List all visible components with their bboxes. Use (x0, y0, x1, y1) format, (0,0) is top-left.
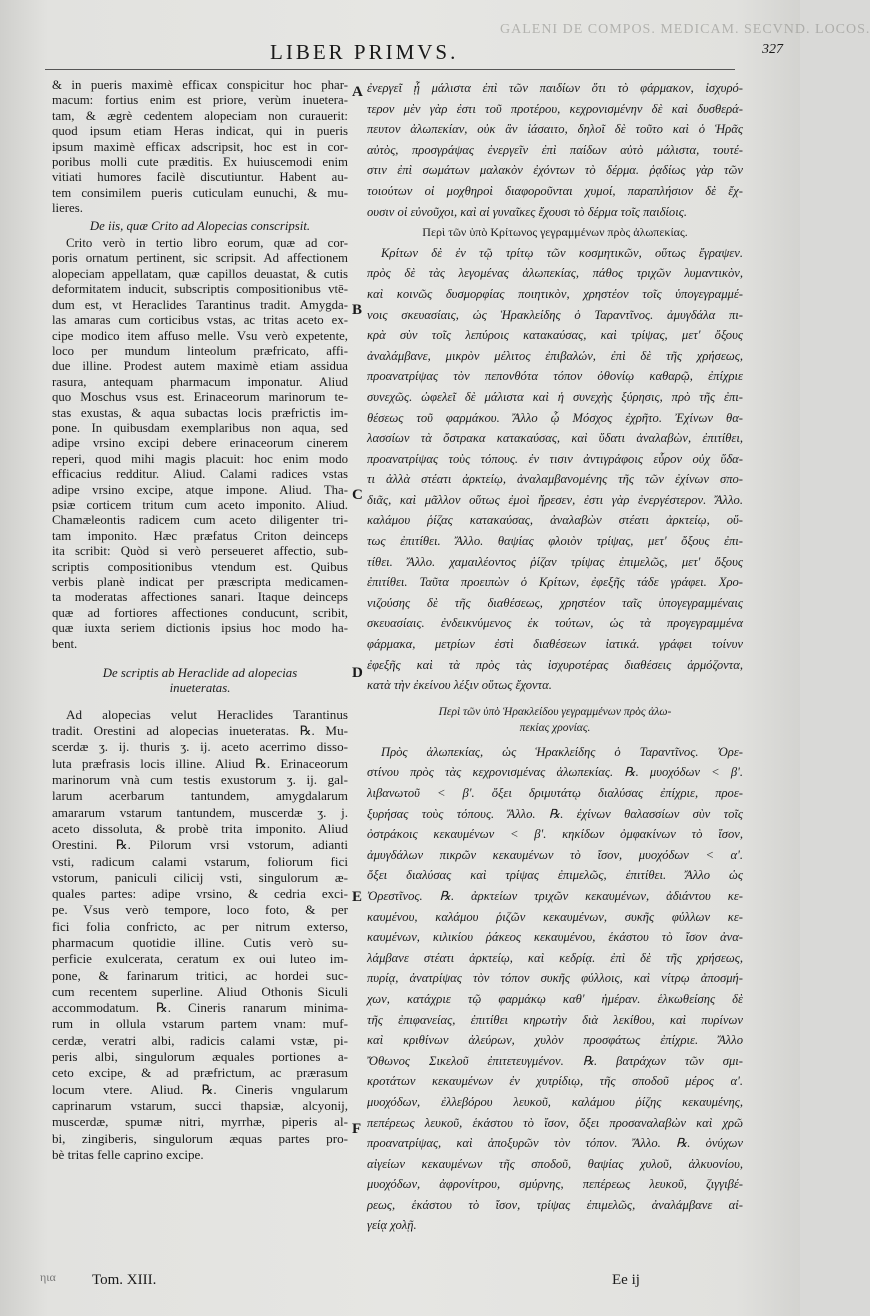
latin-line: psiæ corticem tritum cum aceto imponito. Aliud. (52, 497, 348, 512)
latin-line: quæ iuxta seriem dictionis ipsius hoc modo ha- (52, 621, 348, 636)
greek-line: συνεχῶς. ὠφελεῖ δὲ μάλιστα καὶ ἡ συνεχὴς ξύρησις, πρὸ τῆς ἐπι- (367, 389, 743, 404)
greek-line: Ὄθωνος Σικελοῦ ἐπιτετευγμένον. ℞. βατράχων τῶν σμι- (367, 1053, 743, 1068)
latin-line: perficie exulcerata, ceratum ex oui luteo im- (52, 951, 348, 967)
greek-line: λιβανωτοῦ < β'. ὄξει δριμυτάτῳ διαλύσας ἐπίχριε, προε- (367, 786, 743, 800)
greek-line: κρὰ σὺν τοῖς λεπύροις κατακαύσας, καὶ τρίψας, μετ' ὄξους (367, 328, 743, 343)
signature-mark: Ee ij (612, 1272, 640, 1288)
greek-line: ὀστράκοις κεκαυμένων < β'. κηκίδων ὀμφακίνων τὸ ἴσον, (367, 827, 743, 842)
latin-line: Ad alopecias velut Heraclides Tarantinus (66, 706, 348, 722)
latin-line: & in pueris maximè efficax conspicitur hoc phar- (52, 78, 348, 92)
latin-line: rum in ollula vstarum partem vnam: muf- (52, 1016, 348, 1032)
latin-line: alopeciam appellatam, quæ capillos deuastat, & cutis (52, 266, 348, 281)
latin-line: bent. (52, 636, 78, 651)
latin-line: quæ ad fortiores affectiones conducunt, scribit, (52, 605, 348, 620)
greek-line: κροτάτων κεκαυμένων ἐν χυτρίδιῳ, τῆς σποδοῦ μέρος α'. (367, 1074, 743, 1089)
greek-line: καὶ κριθίνων ἀλεύρων, χυλὸν προσφάτως ἐπίχριε. Ἄλλο (367, 1033, 743, 1048)
greek-heading-line: πεκίας χρονίας. (519, 721, 591, 734)
latin-line: dum est, vt Heraclides Tarantinus tradit. Amygda- (52, 297, 348, 312)
latin-line: larum acerbarum tantundem, amygdalarum (52, 788, 348, 804)
latin-line: vstorum, paniculi cilicij vsti, singulorum æ- (52, 869, 348, 885)
greek-line: λασσίων τὰ ὄστρακα κατακαύσας, καὶ ὕδατι ἀναλαβὼν, ἐπιτίθει, (367, 431, 743, 446)
latin-line: verbis planè indicat per præscripta medicamen- (52, 575, 348, 589)
greek-line: ὄξει διαλύσας καὶ τρίψας ἐπιμελῶς, ἐπιτίθει. Ἄλλο ὡς (367, 868, 743, 883)
greek-line: προανατρίψας τοὺς τόπους. ἐν τισιν ἀντιγράφοις εὗρον οὐχ ὕδα- (367, 451, 743, 466)
greek-line: τῆς ἐπιφανείας, ἐπιτίθει κηρωτὴν διὰ λεκίθου, καὶ πυρίνων (367, 1012, 743, 1027)
latin-line: ceto excipe, & ad præfrictum, ac prærasum (52, 1065, 348, 1081)
greek-line: ἐνεργεῖ ᾗ μάλιστα ἐπὶ τῶν παιδίων ὅτι τὸ φάρμακον, ἰσχυρό- (367, 81, 743, 95)
latin-line: fici folia confricto, ac per nitrum exterso, (52, 918, 348, 934)
greek-line: σκευασίαις. ἐνδεικνύμενος ἐκ τούτων, ὡς τὰ προγεγραμμένα (367, 616, 743, 631)
latin-line: Chamæleontis radicem cum aceto diligenter tri- (52, 513, 348, 528)
latin-line: rasura, antequam pharmacum imponatur. Aliud (52, 374, 348, 389)
latin-line: poris ornatum pertinent, sic scripsit. Ad affectionem (52, 251, 348, 266)
latin-line: due illine. Prodest autem maximè etiam assidua (52, 359, 348, 374)
latin-line: bi, zingiberis, singulorum æquas partes pro- (52, 1130, 348, 1146)
greek-line: τοιούτων οἱ μοχθηροὶ διαφοροῦνται χυμοί, παραπλήσιον δὲ ἔχ- (367, 183, 743, 198)
latin-heading-line: De scriptis ab Heraclide ad alopecias (102, 666, 298, 681)
latin-line: vitiati humores facilè discutiuntur. Habent au- (52, 170, 348, 185)
latin-line: deformitatem inducit, subscriptis compositionibus vtē- (52, 282, 348, 297)
latin-column (52, 78, 348, 1163)
greek-line: καὶ κοινῶς δυσμορφίας ποιητικὸν, χρηστέον τοῖς ὑπογεγραμμέ- (367, 286, 743, 301)
greek-line: αἰγείων κεκαυμένων τῆς σποδοῦ, θαψίας χυλοῦ, ἀλκυονίου, (367, 1156, 743, 1171)
latin-line: lieres. (52, 201, 83, 216)
greek-line: καυμένου, καλάμου ῥιζῶν κεκαυμένων, συκῆς φύλλων κε- (367, 909, 743, 924)
latin-paragraph-2 (52, 236, 348, 652)
greek-line: ἀναλάμβανε, μικρὸν μέλιτος ἐπιβαλών, ἐπὶ δὲ τῆς χρήσεως, (367, 348, 743, 363)
latin-line: quales partes: adipe vrsino, & cedria exci- (52, 886, 348, 902)
margin-letter-d: D (352, 665, 363, 681)
latin-line: pone. In quibusdam exemplaribus non aqua, sed (52, 420, 348, 435)
latin-line: bè tritas felle caprino excipe. (52, 1146, 204, 1162)
latin-line: adipe vrsino excipe, atque impone. Aliud. Tha- (52, 482, 348, 497)
latin-line: pone, & farinarum tritici, ac hordei suc- (52, 967, 348, 983)
section-gap (52, 652, 348, 666)
greek-line: πρὸς δὲ τὰς λεγομένας ἀλωπεκίας, πάθος τριχῶν λυμαντικὸν, (367, 266, 743, 281)
greek-line: ἀμυγδάλων πικρῶν κεκαυμένων τὸ ἴσον, μυοχόδων < α'. (367, 847, 743, 862)
latin-line: caprinarum vstarum, succi thapsiæ, alcyonij, (52, 1097, 348, 1113)
greek-line: θέσεως τοῦ φαρμάκου. Ἄλλο ᾧ Μόσχος ἐχρῆτο. Ἐχίνων θα- (367, 410, 743, 425)
greek-line: χων, κατάχριε τῷ φαρμάκῳ καθ' ἡμέραν. ἑλκωθείσης δὲ (367, 991, 743, 1006)
greek-block-1 (367, 78, 743, 222)
greek-line: λάμβανε στέατι ἀρκτείῳ, καὶ κεδρίᾳ. ἐπὶ δὲ τῆς χρήσεως, (367, 950, 743, 965)
latin-line: Crito verò in tertio libro eorum, quæ ad cor- (66, 236, 348, 251)
margin-letter-e: E (352, 889, 363, 905)
header-rule (45, 69, 735, 70)
greek-line: πυρίᾳ, ἀνατρίψας τὸν τόπον συκῆς φύλλοις, καὶ νίτρῳ ἀποσμή- (367, 971, 743, 986)
latin-line: luta præfrasis locis illine. Aliud ℞. Erinaceorum (52, 755, 348, 771)
latin-line: scriptis compositionibus vtendum est. Quibus (52, 559, 348, 574)
greek-line: Κρίτων δὲ ἐν τῷ τρίτῳ τῶν κοσμητικῶν, οὕτως ἔγραψεν. (381, 245, 743, 260)
margin-letter-f: F (352, 1121, 362, 1137)
greek-line: καυμένων, κιλικίου ῥάκεος κεκαυμένου, ἑκάστου τὸ ἴσον ἀνα- (367, 930, 743, 945)
greek-line: γείᾳ χολῇ. (367, 1218, 417, 1233)
greek-heading-herakleides (367, 704, 743, 736)
greek-heading-line: Περὶ τῶν ὑπὸ Ἡρακλείδου γεγραμμένων πρὸς ἀλω- (438, 705, 672, 718)
greek-line: Ὀρεστῖνος. ℞. ἀρκτείων τριχῶν κεκαυμένων, ἀδιάντου κε- (367, 888, 743, 903)
latin-heading-heraclides (52, 666, 348, 697)
section-gap (367, 696, 743, 704)
latin-paragraph-3 (52, 707, 348, 1163)
greek-line: ρεως, ἑκάστου τὸ ἴσον, τρίψας ἐπιμελῶς, ἀναλάμβανε αἰ- (367, 1197, 743, 1212)
latin-line: pe. Vsus verò tempore, loco foto, & per (52, 902, 348, 918)
latin-line: ipsum maximè efficax adscripsit, hoc est in cor- (52, 139, 348, 154)
latin-line: quod ipsum etiam Heras indicat, qui in pueris (52, 124, 348, 139)
greek-line: τερον μὲν γὰρ ἐστι τοῦ προτέρου, κεχρονισμένην δὲ καὶ δυσθερά- (367, 101, 743, 116)
greek-line: ἐφεξῆς καὶ τὰ πρὸς τὰς ἰσχυροτέρας διαθέσεις ἁρμόζοντα, (367, 657, 743, 672)
latin-heading-line: inueteratas. (169, 681, 231, 696)
latin-line: locum vtere. Aliud. ℞. Cineris vngularum (52, 1081, 348, 1097)
greek-line: ξυρήσας τοὺς τόπους. Ἄλλο. ℞. ἐχίνων θαλασσίων σὺν τοῖς (367, 806, 743, 821)
greek-column (367, 78, 743, 1236)
latin-line: ta moderatas affectiones sanari. Itaque deinceps (52, 590, 348, 605)
margin-letter-b: B (352, 302, 363, 318)
greek-line: καλάμου ῥίζας κατακαύσας, ἀναλαβὼν στέατι ἀρκτείῳ, οὕ- (367, 513, 743, 528)
latin-line: cum recentem superline. Aliud Othonis Siculi (52, 983, 348, 999)
volume-number: Tom. XIII. (92, 1272, 157, 1288)
page-number: 327 (762, 42, 783, 57)
show-through-text: GALENI DE COMPOS. MEDICAM. SECVND. LOCOS. (500, 22, 870, 37)
latin-line: tem consimilem pueris cuticulam eunuchi, & mu- (52, 185, 348, 200)
latin-line: pharmacum quotidie illine. Cutis verò su- (52, 935, 348, 950)
greek-line: τίθει. Ἄλλο. χαμαιλέοντος ῥίζαν τρίψας ἐπιμελῶς, μετ' ὄξους (367, 554, 743, 569)
latin-line: cipe modico item affuso melle. Vsu verò expetente, (52, 328, 348, 343)
latin-line: accommodatum. ℞. Cineris ranarum minima- (52, 1000, 348, 1016)
margin-letter-a: A (352, 84, 363, 100)
greek-line: μυοχόδων, ἐλλεβόρου λευκοῦ, καλάμου ῥίζης κεκαυμένης, (367, 1094, 743, 1109)
greek-line: διᾶς, καὶ μᾶλλον οὕτως ἐμοὶ ἤρεσεν, ἐστι γὰρ ἐνεργέστερον. Ἄλλο. (367, 492, 743, 507)
greek-line: φάρμακα, μετρίων ἐστὶ διαθέσεων ἰατικά. γράφει τοίνυν (367, 637, 743, 652)
latin-line: stas exustas, & aqua subactas locis præfrictis im- (52, 405, 348, 420)
greek-block-3 (367, 742, 743, 1236)
greek-line: στίνου πρὸς τὰς κεχρονισμένας ἀλωπεκίας. ℞. μυοχόδων < β'. (367, 765, 743, 780)
greek-line: νιζούσης δὲ τῆς διαθέσεως, χρηστέον ταῖς ὑπογεγραμμέναις (367, 595, 743, 610)
greek-line: στιν ἐπὶ σωμάτων μαλακὸν ἐχόντων τὸ δέρμα. ῥᾳδίως γὰρ τῶν (367, 163, 743, 178)
latin-line: ita scribit: Quòd si verò perseueret affectio, sub- (52, 544, 348, 559)
greek-line: προανατρίψας τὸν πεπονθότα τόπον ὀθονίῳ καθαρῷ, ἐπίχριε (367, 369, 743, 384)
latin-line: marinorum vnà cum testis exustorum ʒ. ij. gal- (52, 772, 348, 788)
greek-line: κατὰ τὴν ἐκείνου λέξιν οὕτως ἔχοντα. (367, 678, 552, 693)
latin-line: cerdæ, veratri albi, radicis calami vstæ, pi- (52, 1032, 348, 1048)
latin-paragraph-1 (52, 78, 348, 217)
greek-line: τως ἐπιτίθει. Ἄλλο. θαψίας φλοιὸν τρίψας, μετ' ὄξους ἐπι- (367, 534, 743, 549)
greek-line: ουσιν οἱ εὐνοῦχοι, καὶ αἱ γυναῖκες ἔχουσι τὸ δέρμα τοῖς παιδίοις. (367, 204, 687, 219)
latin-line: muscerdæ, spumæ nitri, myrrhæ, piperis al- (52, 1114, 348, 1130)
latin-heading-crito: De iis, quæ Crito ad Alopecias conscripsit. (89, 218, 311, 233)
latin-line: loco per mundum linteolum præfricato, affi- (52, 343, 348, 358)
greek-line: νοις σκευασίαις, ὡς Ἡρακλείδης ὁ Ταραντῖνος. ἀμυγδάλα πι- (367, 307, 743, 322)
greek-heading-kriton: Περὶ τῶν ὑπὸ Κρίτωνος γεγραμμένων πρὸς ἀλωπεκίας. (422, 225, 688, 240)
latin-line: poribus molli cute præditis. Ex huiuscemodi enim (52, 155, 348, 170)
latin-line: efficacius redditur. Aliud. Calami radices vstas (52, 467, 348, 482)
greek-line: τι ἀλλὰ στέατι ἀρκτείῳ, ἀναλαμβανομένης τῆς τῶν ἐχίνων σπο- (367, 472, 743, 487)
greek-line: πεπέρεως λευκοῦ, ἑκάστου τὸ ἴσον, ὄξει προσαναλαβὼν καὶ χρῶ (367, 1115, 743, 1130)
latin-line: reperi, quod mihi magis placuit: hoc enim modo (52, 451, 348, 466)
greek-line: Πρὸς ἀλωπεκίας, ὡς Ἡρακλείδης ὁ Ταραντῖνος. Ὀρε- (381, 744, 743, 759)
greek-line: μυοχόδων, ἀφρονίτρου, σμύρνης, πεπέρεως λευκοῦ, ζιγγιβέ- (367, 1177, 743, 1192)
greek-line: προανατρίψας, καὶ ἀποξυρῶν τὸν τόπον. Ἄλλο. ℞. ὀνύχων (367, 1136, 743, 1151)
latin-line: scerdæ ʒ. ij. thuris ʒ. ij. aceto acerrimo disso- (52, 739, 348, 755)
greek-line: ἐπιτίθει. Ταῦτα προειπὼν ὁ Κρίτων, ἐφεξῆς τάδε γράφει. Χρο- (367, 575, 743, 590)
latin-line: peris albi, singulorum æquales portiones a- (52, 1049, 348, 1065)
greek-block-2 (367, 243, 743, 696)
greek-line: αὐτὸς, προσγράψας ἐνεργεῖν ἐπὶ παίδων αὐτὸ μάλιστα, τουτέ- (367, 142, 743, 157)
latin-line: macum: fortius enim est priore, verùm inuetera- (52, 93, 348, 108)
latin-line: tam, & ægrè cedentem alopeciam non curauerit: (52, 108, 348, 123)
latin-line: tam imponito. Hæc præfatus Criton deinceps (52, 528, 348, 543)
latin-line: amararum vstarum tantundem, muscerdæ ʒ. j. (52, 804, 348, 820)
latin-line: tradit. Orestini ad alopecias inueteratas. ℞. Mu- (52, 723, 348, 739)
latin-line: las amaras cum corticibus vstas, ac tritas aceto ex- (52, 313, 348, 328)
greek-line: πευτον ἀλωπεκίαν, οὐκ ἂν ἰάσαιτο, δηλοῖ δὲ τοῦτο καὶ ὁ Ἡρᾶς (367, 122, 743, 137)
latin-line: quo Moschus vsus est. Erinaceorum marinorum te- (52, 390, 348, 405)
latin-line: vsti, radicum calami vstarum, foliorum fici (52, 853, 348, 869)
margin-letter-c: C (352, 487, 363, 503)
footer-show-through: ηια (40, 1270, 56, 1284)
running-head: LIBER PRIMVS. (270, 40, 459, 64)
latin-line: Orestini. ℞. Pilorum vrsi vstorum, adianti (52, 837, 348, 853)
latin-line: adipe vrsino excipi debere erinaceorum cinerem (52, 436, 348, 451)
latin-line: aceto dissoluta, & probè trita imponito. Aliud (52, 820, 348, 836)
